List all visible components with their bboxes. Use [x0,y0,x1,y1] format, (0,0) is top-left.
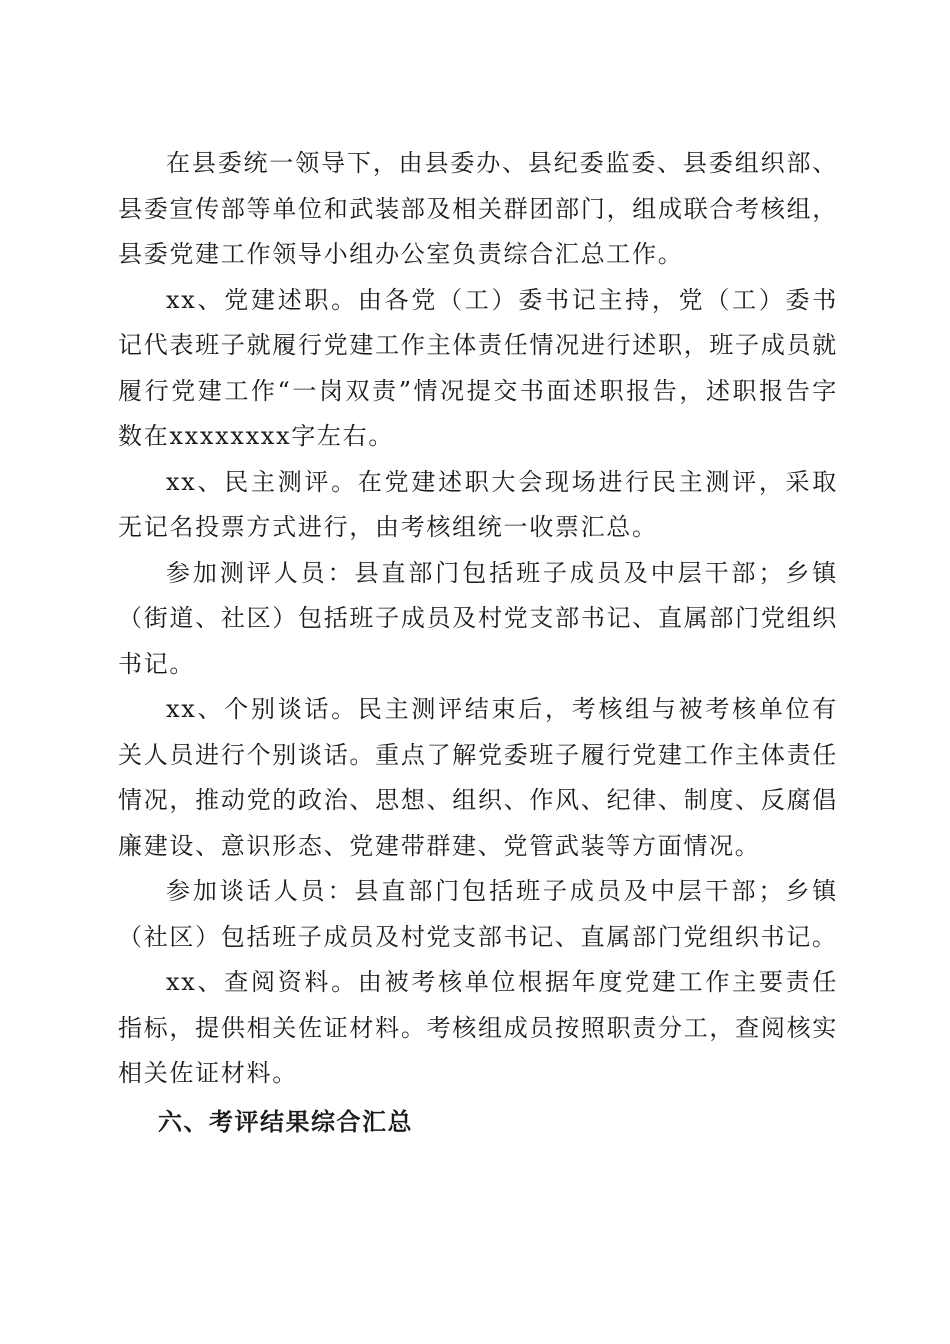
paragraph-party-building-report: xx、党建述职。由各党（工）委书记主持，党（工）委书记代表班子就履行党建工作主体责任情况进行述职，班子成员就履行党建工作“一岗双责”情况提交书面述职报告，述职报告字数在xxxxxxxx字左右。 [118,285,838,450]
paragraph-democratic-evaluation: xx、民主测评。在党建述职大会现场进行民主测评，采取无记名投票方式进行，由考核组统一收票汇总。 [118,467,838,541]
paragraph-joint-assessment-team: 在县委统一领导下，由县委办、县纪委监委、县委组织部、县委宣传部等单位和武装部及相关群团部门，组成联合考核组，县委党建工作领导小组办公室负责综合汇总工作。 [118,149,838,268]
paragraph-individual-interviews: xx、个别谈话。民主测评结束后，考核组与被考核单位有关人员进行个别谈话。重点了解党委班子履行党建工作主体责任情况，推动党的政治、思想、组织、作风、纪律、制度、反腐倡廉建设、意识形态、党建带群建、党管武装等方面情况。 [118,695,838,860]
paragraph-evaluation-participants: 参加测评人员：县直部门包括班子成员及中层干部；乡镇（街道、社区）包括班子成员及村党支部书记、直属部门党组织书记。 [118,558,838,678]
paragraph-interview-participants: 参加谈话人员：县直部门包括班子成员及中层干部；乡镇（社区）包括班子成员及村党支部书记、直属部门党组织书记。 [118,877,838,951]
section-heading-results-summary: 六、考评结果综合汇总 [158,1107,413,1136]
document-page [118,141,838,1145]
paragraph-document-review: xx、查阅资料。由被考核单位根据年度党建工作主要责任指标，提供相关佐证材料。考核组成员按照职责分工，查阅核实相关佐证材料。 [118,968,838,1087]
